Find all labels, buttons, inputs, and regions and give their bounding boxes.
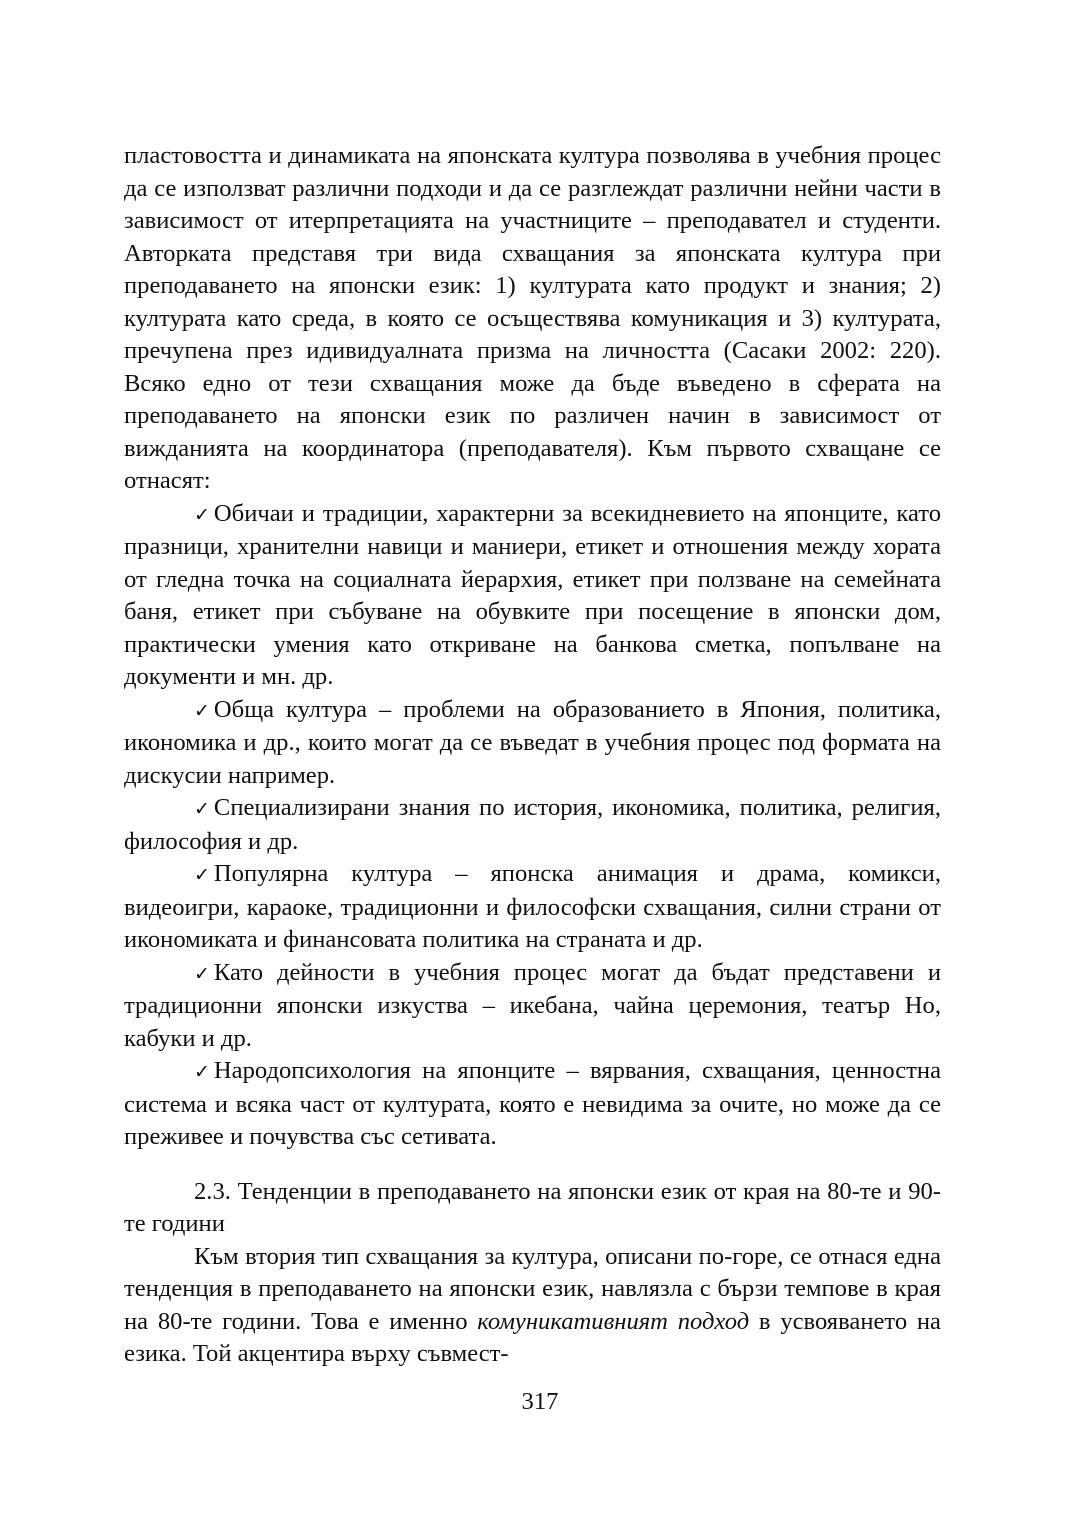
checkmark-icon: ✓ bbox=[194, 864, 210, 886]
final-paragraph-text-after: в усвояването на езика. Той акцентира върху съвмест- bbox=[124, 1307, 941, 1367]
final-paragraph-text-before: Към втория тип схващания за култура, описани по-горе, се отнася една тенденция в преподаването на японски език, навлязла с бързи темпове в края на 80-те години. Това е именно bbox=[124, 1242, 941, 1335]
checkmark-icon: ✓ bbox=[194, 798, 210, 820]
list-item-text: Като дейности в учебния процес могат да бъдат представени и традиционни японски изкуства – икебана, чайна церемония, театър Но, кабуки и др. bbox=[124, 958, 941, 1052]
page-number: 317 bbox=[521, 1388, 559, 1415]
list-item bbox=[124, 498, 941, 694]
intro-paragraph: пластовостта и динамиката на японската култура позволява в учебния процес да се използват различни подходи и да се разглеждат различни нейни части в зависимост от итерпретацията на участниците – преподавател и студенти. Авторката представя три вида схващания за японската култура при преподаването на японски език: 1) културата като продукт и знания; 2) културата като среда, в която се осъществява комуникация и 3) културата, пречупена през идивидуалната призма на личността (Сасаки 2002: 220). Всяко едно от тези схващания може да бъде въведено в сферата на преподаването на японски език по различен начин в зависимост от вижданията на координатора (преподавателя). Към първото схващане се отнасят: bbox=[124, 142, 941, 494]
list-item bbox=[124, 858, 941, 957]
list-item-text: Специализирани знания по история, икономика, политика, религия, философия и др. bbox=[124, 794, 941, 855]
list-item-text: Народопсихология на японците – вярвания, схващания, ценностна система и всяка част от културата, която е невидима за очите, но може да се преживее и почувства със сетивата. bbox=[124, 1057, 941, 1150]
section-heading: 2.3. Тенденции в преподаването на японски език от края на 80-те и 90-те години bbox=[124, 1177, 941, 1237]
list-item bbox=[124, 792, 941, 858]
list-item bbox=[124, 694, 941, 793]
emphasized-term: комуникативният подход bbox=[477, 1307, 750, 1335]
list-item bbox=[124, 1055, 941, 1154]
checkmark-icon: ✓ bbox=[194, 962, 210, 985]
final-paragraph bbox=[124, 1241, 941, 1371]
checkmark-icon: ✓ bbox=[194, 503, 210, 526]
checkmark-icon: ✓ bbox=[194, 1061, 210, 1083]
list-item-text: Популярна култура – японска анимация и драма, комикси, видеоигри, караоке, традиционни и философски схващания, силни страни от икономиката и финансовата политика на страната и др. bbox=[124, 860, 941, 953]
list-item-text: Обща култура – проблеми на образованието в Япония, политика, икономика и др., които могат да се въведат в учебния процес под формата на дискусии например. bbox=[124, 695, 941, 789]
checkmark-icon: ✓ bbox=[194, 699, 210, 722]
list-item bbox=[124, 957, 941, 1056]
list-item-text: Обичаи и традиции, характерни за всекидневието на японците, като празници, хранителни навици и маниери, етикет и отношения между хората от гледна точка на социалната йерархия, етикет при ползване на семейната баня, етикет при събуване на обувките при посещение в японски дом, практически умения като откриване на банкова сметка, попълване на документи и мн. др. bbox=[124, 499, 941, 690]
page-body bbox=[124, 140, 941, 1371]
